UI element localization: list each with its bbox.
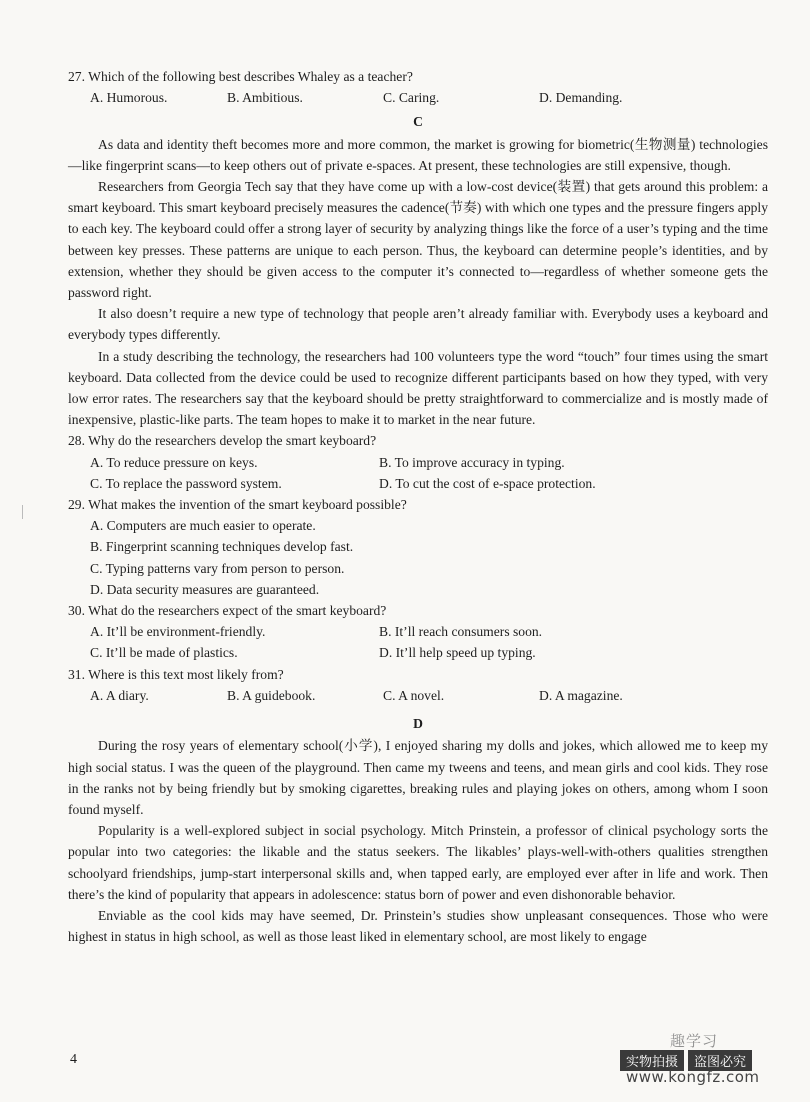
option-d: D. Demanding. <box>539 90 623 106</box>
option-a: A. A diary. <box>90 687 149 703</box>
section-d-title: D <box>413 716 423 732</box>
section-c-passage <box>68 134 768 431</box>
paragraph: Enviable as the cool kids may have seemed, Dr. Prinstein’s studies show unpleasant consequences. Those who were highest in status in high school, as well as those least liked in elementary school, are most likely to engage <box>68 907 768 945</box>
option-c: C. It’ll be made of plastics. <box>90 645 238 661</box>
question-31 <box>68 664 768 706</box>
option-c: C. Caring. <box>383 90 440 106</box>
question-27 <box>68 66 768 108</box>
question-30 <box>68 600 768 664</box>
options-row <box>68 87 768 108</box>
option-c: C. To replace the password system. <box>90 475 282 491</box>
question-29 <box>68 494 768 600</box>
question-stem: 29. What makes the invention of the smart keyboard possible? <box>68 497 407 513</box>
option-b: B. A guidebook. <box>227 687 316 703</box>
paragraph: It also doesn’t require a new type of technology that people aren’t already familiar with. Everybody uses a keyboard and everybody types differently. <box>68 306 768 343</box>
options-row <box>68 473 768 494</box>
question-28 <box>68 430 768 494</box>
watermark-box: 盗图必究 <box>688 1050 752 1071</box>
option-a: A. It’ll be environment-friendly. <box>90 624 266 640</box>
options-row <box>68 642 768 663</box>
option-b: B. It’ll reach consumers soon. <box>379 624 543 640</box>
option-a: A. Computers are much easier to operate. <box>90 518 316 534</box>
watermark-site: www.kongfz.com <box>626 1068 760 1086</box>
option-b: B. Fingerprint scanning techniques develop fast. <box>90 539 354 555</box>
scan-edge-mark <box>22 505 23 519</box>
paragraph: As data and identity theft becomes more and more common, the market is growing for biometric(生物测量) technologies—like fingerprint scans—to keep others out of private e-spaces. At present, these technologies are still expensive, though. <box>68 136 768 173</box>
option-a: A. To reduce pressure on keys. <box>90 454 258 470</box>
question-stem: 30. What do the researchers expect of the smart keyboard? <box>68 603 387 619</box>
page-content <box>68 66 768 947</box>
question-stem: 28. Why do the researchers develop the smart keyboard? <box>68 433 377 449</box>
options-row <box>68 621 768 642</box>
watermark <box>612 1030 792 1086</box>
section-d-passage <box>68 735 768 947</box>
page-number: 4 <box>70 1052 77 1067</box>
option-a: A. Humorous. <box>90 90 168 106</box>
option-d: D. A magazine. <box>539 687 623 703</box>
paragraph: In a study describing the technology, the researchers had 100 volunteers type the word “touch” four times using the smart keyboard. Data collected from the device could be used to recognize different participants based on how they typed, with very low error rates. The researchers say that the keyboard should be pretty straightforward to commercialize and is mostly made of inexpensive, plastic-like parts. The team hopes to make it to market in the near future. <box>68 348 768 428</box>
question-stem: 31. Where is this text most likely from? <box>68 666 284 682</box>
option-d: D. To cut the cost of e-space protection. <box>379 475 596 491</box>
option-c: C. Typing patterns vary from person to person. <box>90 560 345 576</box>
option-d: D. It’ll help speed up typing. <box>379 645 536 661</box>
options-row <box>68 685 768 706</box>
section-c-title: C <box>413 114 423 130</box>
question-stem: 27. Which of the following best describes Whaley as a teacher? <box>68 69 413 84</box>
option-c: C. A novel. <box>383 687 445 703</box>
paragraph: Researchers from Georgia Tech say that they have come up with a low-cost device(装置) that gets around this problem: a smart keyboard. This smart keyboard precisely measures the cadence(节奏) with which one types and the pressure fingers apply to each key. The keyboard could offer a strong layer of security by analyzing things like the force of a user’s typing and the time between key presses. These patterns are unique to each person. Thus, the keyboard can determine people’s identities, and by extension, whether they should be given access to the computer it’s connected to—regardless of whether someone gets the password right. <box>68 179 768 301</box>
options-row <box>68 452 768 473</box>
watermark-top-text: 趣学习 <box>670 1032 719 1050</box>
option-b: B. Ambitious. <box>227 90 303 106</box>
option-b: B. To improve accuracy in typing. <box>379 454 565 470</box>
paragraph: Popularity is a well-explored subject in social psychology. Mitch Prinstein, a professor of clinical psychology sorts the popular into two categories: the likable and the status seekers. The likables’ plays-well-with-others qualities strengthen schoolyard friendships, jump-start interpersonal skills and, when tapped early, are employed ever after in life and work. Then there’s the kind of popularity that appears in adolescence: status born of power and even dishonorable behavior. <box>68 823 768 902</box>
option-d: D. Data security measures are guaranteed. <box>90 581 320 597</box>
paragraph: During the rosy years of elementary school(小学), I enjoyed sharing my dolls and jokes, which allowed me to keep my high social status. I was the queen of the playground. Then came my tweens and teens, and mean girls and cool kids. They rose in the ranks not by being friendly but by smoking cigarettes, breaking rules and playing jokes on others, among whom I soon found myself. <box>68 738 768 817</box>
watermark-box: 实物拍摄 <box>620 1050 684 1071</box>
